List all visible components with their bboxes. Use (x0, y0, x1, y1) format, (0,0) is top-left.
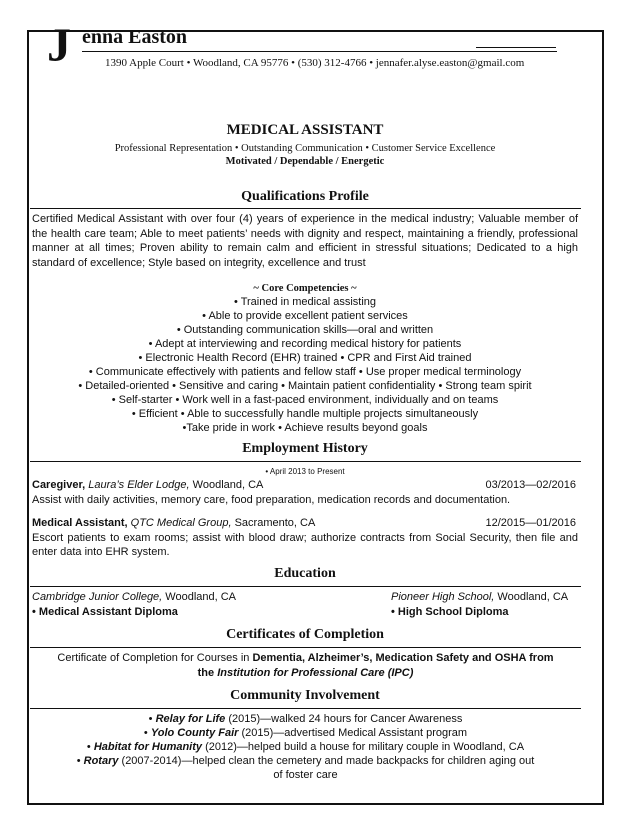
certificate-courses: Dementia, Alzheimer’s, Medication Safety and OSHA from (252, 652, 554, 664)
competency-item: • Efficient • Able to successfully handle multiple projects simultaneously (131, 408, 479, 420)
community-rule (30, 708, 581, 709)
header-accent-rule (476, 47, 556, 48)
competency-item: • Detailed-oriented • Sensitive and caring • Maintain patient confidentiality • Strong team spirit (78, 380, 532, 392)
community-org: Yolo County Fair (150, 727, 239, 739)
job-description: Escort patients to exam rooms; assist with blood draw; authorize contracts from Social Security, then file and enter data into EHR system. (32, 531, 578, 558)
competency-item: • Outstanding communication skills—oral and written (176, 324, 434, 336)
job-location: Sacramento, CA (234, 517, 316, 529)
competencies-list (30, 295, 580, 435)
job-location: Woodland, CA (192, 479, 264, 491)
competencies-heading: ~ Core Competencies ~ (253, 283, 357, 294)
school-line (391, 590, 568, 605)
competency-item: • Adept at interviewing and recording medical history for patients (148, 338, 462, 350)
school-location: Woodland, CA (165, 591, 237, 603)
community-item: • Rotary (2007-2014)—helped clean the cemetery and made backpacks for children aging out (76, 755, 535, 767)
community-item: • Habitat for Humanity (2012)—helped build a house for military couple in Woodland, CA (86, 741, 525, 753)
job-title: Medical Assistant, (32, 517, 128, 529)
certificate-the: the (197, 666, 218, 679)
community-detail: (2012)—helped build a house for military couple in Woodland, CA (205, 741, 525, 753)
community-detail: (2015)—walked 24 hours for Cancer Awareness (228, 713, 463, 725)
traits: Motivated / Dependable / Energetic (225, 156, 385, 167)
community-item: • Relay for Life (2015)—walked 24 hours for Cancer Awareness (148, 713, 463, 725)
competency-item: • Electronic Health Record (EHR) trained • CPR and First Aid trained (138, 352, 472, 364)
qualifications-rule (30, 208, 581, 209)
certificates-heading: Certificates of Completion (226, 627, 384, 642)
education-heading: Education (274, 566, 336, 581)
qualifications-heading: Qualifications Profile (241, 189, 369, 204)
competency-item: • Self-starter • Work well in a fast-paced environment, individually and on teams (111, 394, 499, 406)
job-employer: Laura’s Elder Lodge, (88, 479, 190, 491)
job-dates: 12/2015—01/2016 (485, 517, 576, 529)
competency-item: • Communicate effectively with patients and fellow staff • Use proper medical terminology (88, 366, 522, 378)
certificate-prefix: Certificate of Completion for Courses in (57, 652, 253, 664)
education-rule (30, 586, 581, 587)
school-name: Cambridge Junior College, (32, 591, 163, 603)
certificate-institution: Institution for Professional Care (IPC) (217, 666, 414, 679)
education-entry-pioneer (391, 590, 568, 619)
competency-item: • Trained in medical assisting (233, 296, 377, 308)
job-employer: QTC Medical Group, (130, 517, 232, 529)
employment-note: • April 2013 to Present (265, 467, 345, 476)
job-description: Assist with daily activities, memory care, food preparation, medication records and documentation. (32, 493, 511, 506)
job-title: Caregiver, (32, 479, 86, 491)
competency-item: •Take pride in work • Achieve results beyond goals (182, 422, 428, 434)
education-entry-cambridge (32, 590, 236, 619)
community-detail: (2007-2014)—helped clean the cemetery and made backpacks for children aging out (121, 755, 535, 767)
job-entry-caregiver (32, 478, 578, 507)
community-org: Relay for Life (155, 713, 226, 725)
community-org: Rotary (83, 755, 119, 767)
certificates-rule (30, 647, 581, 648)
community-detail: (2015)—advertised Medical Assistant program (241, 727, 468, 739)
qualifications-summary: Certified Medical Assistant with over four (4) years of experience in the medical industry; Valuable member of the health care team; Able to meet patients’ needs with dignity and respect, maintaining a friendly, professional manner at all times; Proven ability to remain calm and efficient in stressful situations; Dedicated to a high standard of excellence; Style based on integrity, excellence and trust (32, 213, 578, 269)
employment-heading: Employment History (242, 441, 368, 456)
credential: • High School Diploma (391, 605, 509, 618)
school-location: Woodland, CA (497, 591, 569, 603)
community-item: • Yolo County Fair (2015)—advertised Medical Assistant program (143, 727, 468, 739)
community-heading: Community Involvement (230, 688, 380, 703)
contact-info: 1390 Apple Court • Woodland, CA 95776 • (530) 312-4766 • jennafer.alyse.easton@gmail.com (105, 57, 525, 69)
community-list (30, 712, 581, 782)
candidate-name: enna Easton (82, 26, 188, 48)
school-name: Pioneer High School, (391, 591, 495, 603)
job-entry-medical-assistant (32, 516, 578, 560)
community-item-continued: of foster care (273, 769, 338, 781)
certificate-text (30, 651, 581, 680)
school-line (32, 590, 236, 605)
employment-rule (30, 461, 581, 462)
job-title: MEDICAL ASSISTANT (226, 122, 384, 138)
name-initial: J (47, 19, 71, 72)
credential: • Medical Assistant Diploma (32, 605, 178, 618)
job-dates: 03/2013—02/2016 (485, 479, 576, 491)
competency-item: • Able to provide excellent patient services (202, 310, 408, 322)
community-org: Habitat for Humanity (93, 741, 203, 753)
tagline: Professional Representation • Outstanding Communication • Customer Service Excellence (114, 143, 496, 154)
header-rule (82, 51, 557, 52)
